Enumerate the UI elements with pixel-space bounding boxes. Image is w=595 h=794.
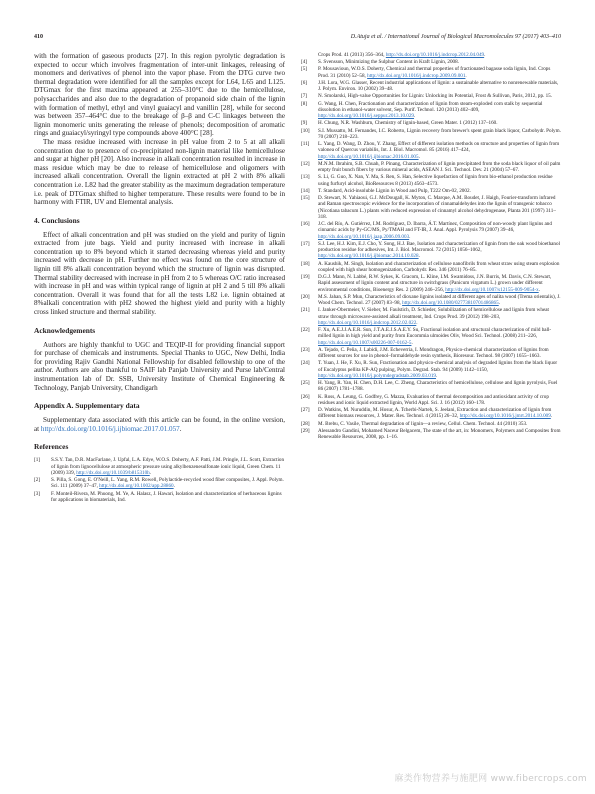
reference-doi-link[interactable]: http://dx.doi.org/10.1016/j.polymdegradstab.2009.03.019 (318, 372, 436, 379)
reference-text: L. Yang, D. Wang, D. Zhou, Y. Zhang, Effect of different isolation methods on structure and properties of lignin from valonea of Quercus variabilis, Int. J. Biol. Macromol. 85 (2016) 417–424, (318, 140, 560, 154)
reference-text: H. Yang, R. Yan, H. Chen, D.H. Lee, C. Zheng, Characteristics of hemicellulose, cellulose and lignin pyrolysis, Fuel 86 (2007) 1781–1788. (318, 380, 558, 393)
reference-item (301, 380, 561, 393)
reference-number: [14] (301, 187, 310, 194)
reference-item (301, 241, 561, 260)
reference-item (301, 101, 561, 120)
reference-tail: . (498, 300, 500, 307)
reference-number: [16] (301, 221, 310, 227)
reference-number: [1] (34, 457, 40, 464)
reference-item (301, 161, 561, 174)
reference-number: [24] (301, 360, 310, 367)
section-title-conclusions: 4. Conclusions (34, 215, 80, 225)
reference-item (301, 80, 561, 93)
reference-number: [12] (301, 160, 310, 167)
section-title-acknowledgements: Acknowledgements (34, 325, 96, 335)
acknowledgements-text: Authors are highly thankful to UGC and TEQIP-II for providing financial support for purchase of chemicals and instruments. Special Thanks to UGC, New Delhi, India for providing Rajiv Gandhi National Fellowship for disabled fellowship to one of the author. Authors are also thankful to SAIF lab Panjab University and Purse lab/Central instrumentation lab of Dr. SSB, University Institute of Chemical Engineering & Technology, Panjab University, Chandigarh (34, 340, 285, 392)
reference-item (301, 52, 561, 58)
reference-text: Alessandro Gandini, Mohamed Naceur Belgacem, The state of the art, in: Monomers, Polymers and Composites from Renewable Resources, 2008, pp. 1–16. (318, 427, 561, 441)
reference-item (301, 307, 561, 326)
reference-item (301, 360, 561, 379)
reference-tail: . (409, 233, 411, 240)
body-paragraph: The mass residue increased with increase in pH value from 2 to 5 at all alkali concentration due to presence of co-precipitated non-lignin material like hemicellulose and sugar at higher pH [20]. Also increase in alkali concentration resulted in increase in mass residue which may be due to release of hemicellulose and oligomers with increased alkali concentration. Overall the lignin extracted at pH 2 with 8% alkali concentration i.e. L82 had the greater stability as the maximum degradation temperature i.e. peak of DTGmax shifted to higher temperature. These results were found to be in harmony with FTIR, UV and Elemental analysis. (34, 137, 285, 207)
reference-number: [21] (301, 307, 310, 314)
reference-item (301, 394, 561, 407)
site-watermark: 麻类作物营养与施肥网 www.fibercrops.com (394, 774, 587, 784)
reference-number: [2] (34, 477, 40, 484)
reference-number: [13] (301, 174, 310, 181)
reference-tail: . (465, 72, 467, 79)
reference-tail: . (414, 113, 416, 120)
reference-text: P. Mousavioun, W.O.S. Doherty, Chemical and thermal properties of fractionated bagasse soda lignin, Ind. Crops Prod. 31 (2010) 52–58, (318, 66, 551, 79)
reference-item (301, 141, 561, 160)
reference-number: [11] (301, 140, 310, 147)
supplementary-data-link[interactable]: http://dx.doi.org/10.1016/j.ijbiomac.2017.01.057 (40, 424, 180, 433)
reference-text: A. Kaushik, M. Singh, Isolation and characterization of cellulose nanofibrils from wheat straw using steam explosion coupled with high shear homogenization, Carbohydr. Res. 346 (2011) 76–85. (318, 260, 560, 273)
reference-tail: . (418, 153, 420, 160)
reference-doi-link[interactable]: http://dx.doi.org/10.1016/j.seppur.2013.10.029 (318, 113, 415, 120)
reference-doi-link[interactable]: http://dx.doi.org/10.1007/s12155-009-9054-x (445, 286, 539, 293)
reference-item (301, 407, 561, 420)
reference-tail: . (436, 372, 438, 379)
reference-item (301, 294, 561, 307)
reference-text: D.G.J. Mann, N. Labbé, R.W. Sykes, K. Gracom, L. Kline, I.M. Swamidoss, J.N. Burris, M. Davis, C.N. Stewart, Rapid assessment of lignin content and structure in switchgrass (Panicum virgatum L.) grown under different environmental conditions, Bioenergy Res. 2 (2009) 246–256, (318, 274, 552, 293)
reference-item (301, 128, 561, 141)
reference-text: M.N.M. Ibrahim, S.B. Chuah, P. Pinang, Characterization of lignin precipitated from the soda black liquor of oil palm empty fruit bunch fibers by various mineral acids, ASEAN J. Sci. Technol. Dev. 21 (2004) 57–67. (318, 160, 561, 174)
reference-number: [19] (301, 274, 310, 281)
reference-text: S. Svensson, Minimizing the Sulphur Content in Kraft Lignin, 2008. (318, 59, 459, 66)
reference-item (301, 347, 561, 360)
reference-text: N. Smolarski, High-value Opportunities for Lignin: Unlocking its Potential, Frost & Sullivan, Paris, 2012, pp. 15. (318, 93, 553, 100)
reference-text: S. Li, G. Guo, X. Nan, Y. Ma, S. Ren, S. Han, Selective liquefaction of lignin from bio-ethanol production residue using furfuryl alcohol, BioResources 8 (2013) 4563–4573. (318, 174, 553, 187)
reference-text: F. Xu, A.E.J.J.A.E.R. Sun, J.T.A.E.J.S.A.E.Y. Su, Fractional isolation and structural characterization of mild ball-milled lignin in high yield and purity from Eucommia ulmoides Oliv, Wood Sci. Technol. (2008) 211–226, (318, 327, 552, 340)
reference-number: [27] (301, 407, 310, 414)
reference-doi-link[interactable]: http://dx.doi.org/10.1016/j.jaap.2006.09.003 (318, 233, 410, 240)
reference-text: Crops Prod. 41 (2013) 356–364, (318, 52, 386, 58)
reference-number: [18] (301, 260, 310, 267)
reference-number: [6] (301, 79, 307, 86)
reference-item (301, 327, 561, 346)
reference-text: S.I. Mussatto, M. Fernandes, I.C. Roberto, Lignin recovery from brewer's spent grain black liquor, Carbohydr. Polym. 70 (2007) 218–223. (318, 127, 561, 140)
reference-tail: . (418, 253, 420, 260)
section-title-appendix: Appendix A. Supplementary data (34, 401, 140, 411)
reference-number: [20] (301, 293, 310, 300)
reference-doi-link[interactable]: http://dx.doi.org/10.1016/j.jmrt.2014.10.009 (459, 413, 551, 420)
reference-number: [3] (34, 490, 40, 497)
reference-number: [25] (301, 380, 310, 387)
reference-number: [29] (301, 427, 310, 434)
body-paragraph: with the formation of gaseous products [27]. In this region pyrolytic degradation is expected to occur which involves fragmentation of inter-unit linkages, releasing of monomers and derivatives of phenol into the vapor phase. From the DTG curve two thermal degradation were identified for all the samples except for L64, L65 and L125. DTGmax for the first maxima appeared at 255–310°C due to the hemicellulose, polysaccharides and also due to the degradation of propanoid side chain of the lignin with formation of methyl, ethyl and vinyl guaiacyl and vanillin [28], while for second was between 357–464°C due to the breakage of β–β and C-C linkages between the lignin monomeric units generating the release of phenols; decomposition of aromatic rings and guaiacyl/syringyl type compounds above 400°C [28]. (34, 52, 285, 138)
reference-text: J.C. del Río, A. Gutiérrez, I.M. Rodríguez, D. Ibarra, Á.T. Martínez, Composition of non-woody plant lignins and cinnamic acids by Py-GC/MS, Py/TMAH and FT-IR, J. Anal. Appl. Pyrolysis 79 (2007) 39–46, (318, 221, 552, 234)
reference-number: [26] (301, 393, 310, 400)
reference-list-right (301, 52, 561, 440)
reference-number: [9] (301, 120, 307, 127)
reference-number: [28] (301, 420, 310, 427)
reference-doi-link[interactable]: http://dx.doi.org/10.1007/s00226-007-0162-5 (318, 339, 412, 346)
reference-item (301, 261, 561, 274)
reference-doi-link[interactable]: http://dx.doi.org/10.1080/02773810701486865 (402, 300, 499, 307)
page-header (34, 34, 561, 44)
running-head: D.Atuja et al. / International Journal of Biological Macromolecules 97 (2017) 403–410 (350, 34, 561, 40)
reference-text: K. Ross, A. Leung, G. Godfrey, G. Mazza, Evaluation of thermal decomposition and antioxidant activity of crop residues and ionic liquid extracted lignin, World Appl. Sci. J. 16 (2012) 160–178. (318, 393, 549, 406)
reference-doi-link[interactable]: http://dx.doi.org/10.1016/j.ijbiomac.2016.01.005 (318, 153, 419, 160)
reference-number: [8] (301, 100, 307, 107)
reference-item (301, 66, 561, 79)
reference-item (301, 274, 561, 293)
reference-text: T. Yuan, J. He, F. Xu, R. Sun, Fractionation and physico-chemical analysis of degraded lignins from the black liquor of Eucalyptus pellita KP-AQ pulping, Polym. Degrad. Stab. 94 (2009) 1142–1150, (318, 360, 558, 373)
reference-item (301, 120, 561, 126)
reference-list-left (34, 457, 285, 503)
reference-text: A. Tejado, C. Peña, J. Labidi, J.M. Echeverria, I. Mondragon, Physico-chemical characterization of lignins from different sources for use in phenol–formaldehyde resin synthesis, Bioresour. Technol. 98 (2007) 1655–1663. (318, 346, 549, 360)
reference-tail: . (538, 286, 540, 293)
reference-number: [4] (301, 59, 307, 66)
reference-item (301, 59, 561, 65)
reference-item (301, 93, 561, 99)
reference-doi-link[interactable]: http://dx.doi.org/10.1016/j.indcrop.2012.02.022 (318, 319, 417, 326)
reference-item (34, 477, 285, 490)
reference-item (301, 195, 561, 220)
reference-number: [5] (301, 66, 307, 73)
reference-text: T. Standard, Acid-insoluble Lignin in Wood and Pulp, T222 Om-02, 2002. (318, 187, 471, 194)
reference-text: D. Watkins, M. Nuruddin, M. Hosur, A. Tcherbi-Narteh, S. Jeelani, Extraction and characterization of lignin from different biomass resources, J. Mater. Res. Technol. 4 (2015) 26–32, (318, 407, 552, 420)
reference-doi-link[interactable]: http://dx.doi.org/10.1039/b815310h (76, 469, 150, 476)
reference-text: H. Chung, N.R. Washburn, Chemistry of lignin-based, Green Mater. 1 (2012) 137–160. (318, 120, 498, 127)
reference-item (301, 188, 561, 194)
left-column (34, 52, 285, 504)
conclusions-text: Effect of alkali concentration and pH was studied on the yield and purity of lignin extracted from jute bags. Yield and purity increased with increase in alkali concentration up to 8% beyond which it started decreasing whereas yield and purity increased with decrease in pH. Further no effect was found on the core structure of lignin till 8% alkali concentration beyond which the structure of lignin was disrupted. Thermal stability decreased with increase in pH from 2 to 5 whereas O/C ratio increased with increase in pH and was within typical range of lignin at pH 2 and 5 till 8% alkali concentration. Overall it was found that for all the tests L82 i.e. lignin obtained at 8%alkali concentration with pH2 showed the highest yield and purity with a highly cross linked structure and thermal stability. (34, 230, 285, 317)
reference-item (34, 457, 285, 476)
reference-tail: . (550, 413, 553, 420)
reference-text: D. Stewart, N. Yahiaoui, G.J. McDougall, K. Myton, C. Marque, A.M. Boudet, J. Haigh, Fourier-transform infrared and Raman spectroscopic evidence for the incorporation of cinnamaldehydes into the lignin of transgenic tobacco (Nicotiana tabacum L.) plants with reduced expression of cinnamyl alcohol dehydrogenase, Planta 201 (1997) 311–318. (318, 194, 556, 220)
reference-item (301, 428, 561, 441)
reference-number: [23] (301, 346, 310, 353)
reference-text: J.H. Lora, W.G. Glasser, Recent industrial applications of lignin: a sustainable alternative to nonrenewable materials, J. Polym. Environ. 10 (2002) 39–48. (318, 79, 559, 93)
reference-text: F. Monteil-Rivera, M. Phuong, M. Ye, A. Halasz, J. Hawari, Isolation and characterization of herbaceous lignins for applications in biomaterials, Ind. (51, 490, 282, 503)
reference-number: [17] (301, 240, 310, 247)
reference-tail: . (484, 52, 486, 58)
reference-tail: . (173, 483, 175, 490)
appendix-text (34, 416, 285, 433)
reference-number: [22] (301, 327, 310, 334)
reference-item (301, 174, 561, 187)
reference-doi-link[interactable]: http://dx.doi.org/10.1002/app.28860 (99, 483, 174, 490)
reference-item (301, 421, 561, 427)
reference-doi-link[interactable]: http://dx.doi.org/10.1016/j.indcrop.2012.04.049 (385, 52, 485, 58)
reference-text: G. Wang, H. Chen, Fractionation and characterization of lignin from steam-exploded corn stalk by sequential dissolution in ethanol-water solvent, Sep. Purif. Technol. 120 (2013) 402–409, (318, 100, 543, 113)
reference-item (34, 491, 285, 504)
reference-tail: . (411, 339, 413, 346)
reference-number: [15] (301, 194, 310, 201)
reference-text: M. Brebu, C. Vasile, Thermal degradation of lignin—a review, Cellul. Chem. Technol. 44 (2010) 353. (318, 420, 528, 427)
reference-text: S.S.Y. Tan, D.R. MacFarlane, J. Upfal, L.A. Edye, W.O.S. Doherty, A.F. Patti, J.M. Pringle, J.L. Scott, Extraction of lignin from lignocellulose at atmospheric pressure using alkylbenzenesulfonate ionic liquid, Green Chem. 11 (2009) 339, (51, 457, 285, 476)
section-title-references: References (34, 442, 69, 452)
appendix-text-lead: Supplementary data associated with this article can be found, in the online version, at (34, 416, 285, 433)
page-number: 410 (34, 34, 43, 40)
reference-number: [7] (301, 93, 307, 100)
reference-text: S. Pilla, S. Gong, E. O'Neill, L. Yang, R.M. Rowell, Polylactide-recycled wood fiber composites, J. Appl. Polym. Sci. 111 (2009) 37–47, (51, 477, 284, 490)
reference-text: S.J. Lee, H.J. Kim, E.J. Cho, Y. Song, H.J. Bae, Isolation and characterization of lignin from the oak wood bioethanol production residue for adhesives, Int. J. Biol. Macromol. 72 (2015) 1056–1062, (318, 240, 560, 254)
reference-doi-link[interactable]: http://dx.doi.org/10.1016/j.indcrop.2009.09.001 (367, 72, 466, 79)
appendix-text-tail: . (179, 424, 182, 433)
reference-doi-link[interactable]: http://dx.doi.org/10.1016/j.ijbiomac.2014.10.028 (318, 253, 419, 260)
reference-tail: . (149, 469, 152, 476)
reference-item (301, 221, 561, 240)
reference-text: M.S. Jahan, S.P. Mun, Characteristics of dioxane lignins isolated at different ages of nalita wood (Trema orientalis), J. Wood Chem. Technol. 27 (2007) 83–98, (318, 293, 561, 307)
right-column (301, 52, 561, 441)
reference-tail: . (416, 319, 418, 326)
reference-text: I. Janker-Obermeier, V. Sieber, M. Faulstich, D. Schieder, Solubilization of hemicellulose and lignin from wheat straw through microwave-assisted alkali treatment, Ind. Crops Prod. 39 (2012) 198–203, (318, 307, 549, 320)
reference-number: [10] (301, 127, 310, 134)
